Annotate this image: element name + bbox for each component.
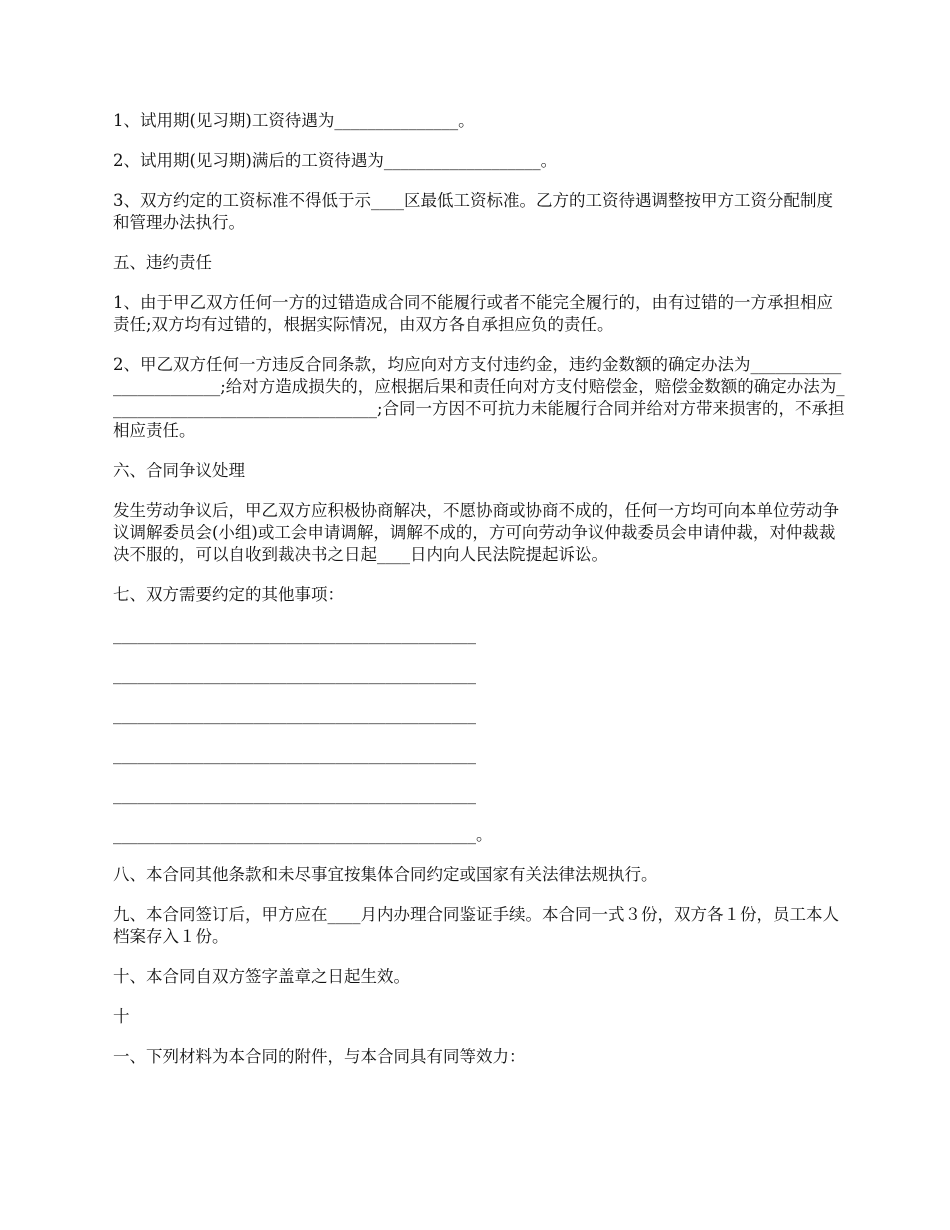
blank-line: ____________________________________________ [113,745,476,764]
clause-attachments: 一、下列材料为本合同的附件，与本合同具有同等效力： [113,1047,526,1066]
section-heading-dispute: 六、合同争议处理 [113,461,245,480]
clause-certification: 九、本合同签订后，甲方应在____月内办理合同鉴证手续。本合同一式３份，双方各１份，员工本人档案存入１份。 [113,905,839,946]
clause-penalty: 2、甲乙双方任何一方违反合同条款，均应向对方支付违约金，违约金数额的确定办法为________________________;给对方造成损失的，应根据后果和责任向对方支付赔偿金，赔偿金数额的确定办法为_________________________________;合同一方因不可抗力未能履行合同并给对方带来损害的，不承担相应责任。 [113,355,845,440]
blank-line: ____________________________________________ [113,625,476,644]
clause-dispute-resolution: 发生劳动争议后，甲乙双方应积极协商解决，不愿协商或协商不成的，任何一方均可向本单位劳动争议调解委员会(小组)或工会申请调解，调解不成的，方可向劳动争议仲裁委员会申请仲裁，对仲裁裁决不服的，可以自收到裁决书之日起____日内向人民法院提起诉讼。 [113,501,839,564]
section-heading-breach: 五、违约责任 [113,253,212,272]
section-number-fragment: 十 [113,1007,130,1026]
clause-fault-liability: 1、由于甲乙双方任何一方的过错造成合同不能履行或者不能完全履行的，由有过错的一方承担相应责任;双方均有过错的，根据实际情况，由双方各自承担应负的责任。 [113,293,833,334]
section-heading-other-matters: 七、双方需要约定的其他事项： [113,585,344,604]
blank-line: ____________________________________________ [113,705,476,724]
clause-other-terms: 八、本合同其他条款和未尽事宜按集体合同约定或国家有关法律法规执行。 [113,865,658,884]
clause-minimum-wage: 3、双方约定的工资标准不得低于示____区最低工资标准。乙方的工资待遇调整按甲方工资分配制度和管理办法执行。 [113,191,833,232]
blank-line: ____________________________________________ [113,665,476,684]
clause-probation-wage: 1、试用期(见习期)工资待遇为_______________。 [113,111,475,130]
document-page [113,110,848,1086]
clause-effective-date: 十、本合同自双方签字盖章之日起生效。 [113,967,410,986]
blank-line: ____________________________________________。 [113,825,493,844]
clause-post-probation-wage: 2、试用期(见习期)满后的工资待遇为___________________。 [113,151,558,170]
blank-line: ____________________________________________ [113,785,476,804]
